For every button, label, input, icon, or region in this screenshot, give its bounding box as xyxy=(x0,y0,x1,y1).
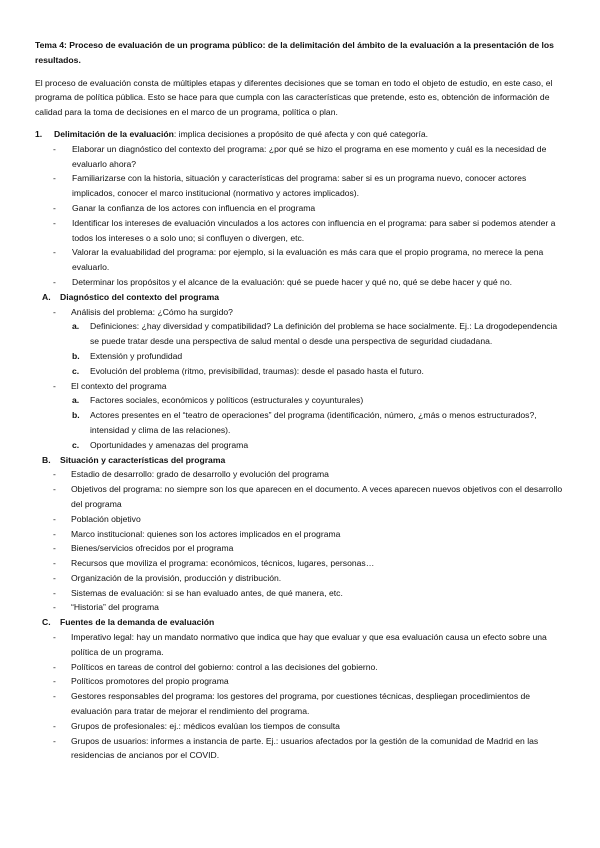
list-item xyxy=(35,630,567,660)
list-item xyxy=(35,305,567,320)
section-letter: A. xyxy=(42,291,51,302)
section-number: 1. xyxy=(35,128,43,139)
section-heading: Delimitación de la evaluación xyxy=(54,128,174,139)
dash-bullet: - xyxy=(53,528,56,539)
list-item xyxy=(35,275,567,290)
list-item-text: El contexto del programa xyxy=(71,380,167,391)
list-item-text: Familiarizarse con la historia, situación y características del programa: saber si es un programa nuevo, conocer actores implicados, conocer el marco institucional (normativo y actores implicados). xyxy=(72,173,527,199)
letter-marker: c. xyxy=(72,365,80,376)
list-item xyxy=(35,379,567,394)
list-item xyxy=(35,512,567,527)
dash-bullet: - xyxy=(53,484,56,495)
dash-bullet: - xyxy=(53,276,56,287)
list-item-text: Políticos en tareas de control del gobierno: control a las decisiones del gobierno. xyxy=(71,661,378,672)
document-title: Tema 4: Proceso de evaluación de un programa público: de la delimitación del ámbito de la evaluación a la presentación de los resultados. xyxy=(35,40,554,65)
letter-marker: b. xyxy=(72,350,80,361)
list-item-text: Recursos que moviliza el programa: económicos, técnicos, lugares, personas… xyxy=(71,558,375,569)
section-heading-rest: : implica decisiones a propósito de qué afecta y con qué categoría. xyxy=(173,128,429,139)
list-item-text: Determinar los propósitos y el alcance de la evaluación: qué se puede hacer y qué no, qué se debe hacer y qué no. xyxy=(72,276,512,287)
list-item-text: Marco institucional: quienes son los actores implicados en el programa xyxy=(71,528,341,539)
section-a xyxy=(35,290,567,453)
list-item xyxy=(35,541,567,556)
section-a-heading xyxy=(35,290,567,305)
dash-bullet: - xyxy=(53,720,56,731)
list-item xyxy=(35,216,567,246)
list-item-text: Imperativo legal: hay un mandato normativo que indica que hay que evaluar y que esa evaluación causa un efecto sobre una política de un programa. xyxy=(71,632,547,657)
section-1 xyxy=(35,127,567,290)
section-b xyxy=(35,453,567,616)
sub-list-item xyxy=(35,364,567,379)
dash-bullet: - xyxy=(53,247,56,258)
list-item xyxy=(35,734,567,764)
list-item-text: Políticos promotores del propio programa xyxy=(71,676,229,687)
dash-bullet: - xyxy=(53,306,56,317)
section-b-heading xyxy=(35,453,567,468)
dash-bullet: - xyxy=(53,543,56,554)
list-item-text: Bienes/servicios ofrecidos por el programa xyxy=(71,543,234,554)
list-item xyxy=(35,245,567,275)
list-item xyxy=(35,201,567,216)
list-item-text: Análisis del problema: ¿Cómo ha surgido? xyxy=(71,306,233,317)
sub-list-item-text: Definiciones: ¿hay diversidad y compatibilidad? La definición del problema se hace socialmente. Ej.: La drogodependencia se puede tratar desde una perspectiva de salud mental o desde una perspectiva de seguridad ciudadana. xyxy=(90,321,558,347)
dash-bullet: - xyxy=(53,676,56,687)
section-c xyxy=(35,615,567,763)
list-item xyxy=(35,586,567,601)
dash-bullet: - xyxy=(53,513,56,524)
sub-list-item-text: Factores sociales, económicos y políticos (estructurales y coyunturales) xyxy=(90,395,364,406)
list-item-text: Objetivos del programa: no siempre son los que aparecen en el documento. A veces aparecen nuevos objetivos con el desarrollo del programa xyxy=(71,484,563,509)
sub-list-item-text: Actores presentes en el “teatro de operaciones” del programa (identificación, número, ¿más o menos estructurados?, intensidad y clima de las relaciones). xyxy=(90,410,537,435)
dash-bullet: - xyxy=(53,572,56,583)
sub-list-item xyxy=(35,438,567,453)
letter-marker: b. xyxy=(72,410,80,421)
section-heading: Fuentes de la demanda de evaluación xyxy=(60,617,215,628)
list-item xyxy=(35,171,567,201)
dash-bullet: - xyxy=(53,202,56,213)
list-item xyxy=(35,600,567,615)
sub-list-item-text: Extensión y profundidad xyxy=(90,350,183,361)
list-item-text: Grupos de usuarios: informes a instancia de parte. Ej.: usuarios afectados por la gestión de la comunidad de Madrid en las residencias de ancianos por el COVID. xyxy=(71,735,539,761)
list-item xyxy=(35,571,567,586)
list-item-text: Grupos de profesionales: ej.: médicos evalúan los tiempos de consulta xyxy=(71,720,340,731)
list-item-text: “Historia” del programa xyxy=(71,602,159,613)
dash-bullet: - xyxy=(53,380,56,391)
dash-bullet: - xyxy=(53,661,56,672)
list-item-text: Estadio de desarrollo: grado de desarrollo y evolución del programa xyxy=(71,469,329,480)
section-heading: Situación y características del programa xyxy=(60,454,226,465)
section-letter: B. xyxy=(42,454,51,465)
letter-marker: a. xyxy=(72,395,80,406)
dash-bullet: - xyxy=(53,143,56,154)
sub-list-item xyxy=(35,393,567,408)
dash-bullet: - xyxy=(53,217,56,228)
document-page xyxy=(35,38,567,763)
dash-bullet: - xyxy=(53,632,56,643)
dash-bullet: - xyxy=(53,469,56,480)
sub-list-item xyxy=(35,349,567,364)
list-item-text: Gestores responsables del programa: los gestores del programa, por cuestiones técnicas, despliegan procedimientos de evaluación para tratar de mejorar el rendimiento del programa. xyxy=(71,691,531,717)
list-item-text: Elaborar un diagnóstico del contexto del programa: ¿por qué se hizo el programa en ese momento y cuál es la necesidad de evaluarlo ahora? xyxy=(72,143,547,169)
sub-list-item-text: Evolución del problema (ritmo, previsibilidad, traumas): desde el pasado hasta el futuro. xyxy=(90,365,424,376)
list-item-text: Sistemas de evaluación: si se han evaluado antes, de qué manera, etc. xyxy=(71,587,343,598)
list-item-text: Valorar la evaluabilidad del programa: por ejemplo, si la evaluación es más cara que el propio programa, no merece la pena evaluarlo. xyxy=(72,247,544,273)
list-item xyxy=(35,142,567,172)
section-heading: Diagnóstico del contexto del programa xyxy=(60,291,220,302)
list-item xyxy=(35,556,567,571)
dash-bullet: - xyxy=(53,173,56,184)
dash-bullet: - xyxy=(53,602,56,613)
list-item-text: Población objetivo xyxy=(71,513,141,524)
sub-list-item-text: Oportunidades y amenazas del programa xyxy=(90,439,249,450)
list-item xyxy=(35,527,567,542)
letter-marker: c. xyxy=(72,439,80,450)
list-item xyxy=(35,689,567,719)
list-item-text: Identificar los intereses de evaluación vinculados a los actores con influencia en el programa: para saber si podemos atender a todos los intereses o a solo uno; si confluyen o divergen, etc. xyxy=(72,217,556,243)
list-item-text: Organización de la provisión, producción y distribución. xyxy=(71,572,282,583)
section-letter: C. xyxy=(42,617,51,628)
sub-list-item xyxy=(35,319,567,349)
list-item xyxy=(35,719,567,734)
list-item xyxy=(35,674,567,689)
sub-list-item xyxy=(35,408,567,438)
list-item xyxy=(35,482,567,512)
dash-bullet: - xyxy=(53,587,56,598)
intro-paragraph: El proceso de evaluación consta de múltiples etapas y diferentes decisiones que se toman en todo el objeto de estudio, en este caso, el programa de política pública. Esto se hace para que cumpla con las características que pretende, esto es, obtención de información de calidad para la toma de decisiones en el marco de un programa, política o plan. xyxy=(35,77,553,118)
list-item xyxy=(35,660,567,675)
section-c-heading xyxy=(35,615,567,630)
list-item xyxy=(35,467,567,482)
dash-bullet: - xyxy=(53,558,56,569)
dash-bullet: - xyxy=(53,735,56,746)
section-1-heading xyxy=(35,127,567,142)
dash-bullet: - xyxy=(53,691,56,702)
list-item-text: Ganar la confianza de los actores con influencia en el programa xyxy=(72,202,316,213)
letter-marker: a. xyxy=(72,321,80,332)
